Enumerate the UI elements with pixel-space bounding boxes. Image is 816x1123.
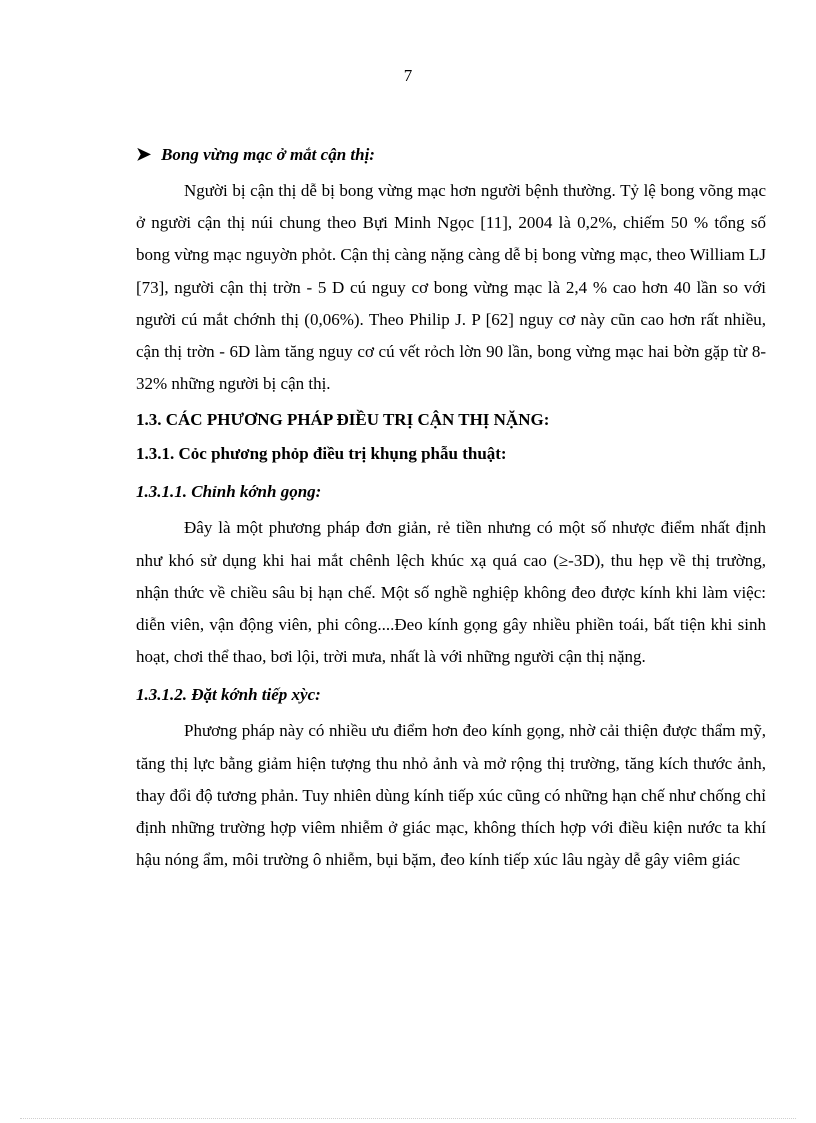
- paragraph-contact-lens: Phương pháp này có nhiều ưu điểm hơn đeo kính gọng, nhờ cải thiện được thẩm mỹ, tăng thị lực bằng giảm hiện tượng thu nhỏ ảnh và mở rộng thị trường, tăng kích thước ảnh, thay đổi độ tương phản. Tuy nhiên dùng kính tiếp xúc cũng có những hạn chế như chống chỉ định những trường hợp viêm nhiễm ở giác mạc, không thích hợp với điều kiện nước ta khí hậu nóng ẩm, môi trường ô nhiễm, bụi bặm, đeo kính tiếp xúc lâu ngày dễ gây viêm giác: [136, 721, 766, 870]
- paragraph-glasses: Đây là một phương pháp đơn giản, rẻ tiền nhưng có một số nhược điểm nhất định như khó sử dụng khi hai mắt chênh lệch khúc xạ quá cao (≥-3D), thu hẹp về thị trường, nhận thức về chiều sâu bị hạn chế. Một số nghề nghiệp không đeo được kính khi làm việc: diễn viên, vận động viên, phi công....Đeo kính gọng gây nhiều phiền toái, bất tiện khi sinh hoạt, chơi thể thao, bơi lội, trời mưa, nhất là với những người cận thị nặng.: [136, 518, 766, 667]
- page-content: [136, 138, 766, 876]
- section-bullet-heading: [136, 138, 766, 171]
- page-number: 7: [403, 66, 413, 85]
- heading-1-3-1: 1.3.1. Cỏc phương phỏp điều trị khụng phẫu thuật:: [136, 444, 507, 464]
- heading-1-3-1-2: 1.3.1.2. Đặt kớnh tiếp xỳc:: [136, 685, 321, 705]
- heading-1-3: 1.3. CÁC PHƯƠNG PHÁP ĐIỀU TRỊ CẬN THỊ NẶNG:: [136, 410, 550, 430]
- heading-1-3-1-1: 1.3.1.1. Chỉnh kớnh gọng:: [136, 482, 322, 502]
- paragraph-retinal-detachment: Người bị cận thị dễ bị bong vừng mạc hơn người bệnh thường. Tỷ lệ bong võng mạc ở người cận thị núi chung theo Bựi Minh Ngọc [11], 2004 là 0,2%, chiếm 50 % tổng số bong vừng mạc nguyờn phỏt. Cận thị càng nặng càng dễ bị bong vừng mạc, theo William LJ [73], người cận thị trờn - 5 D cú nguy cơ bong vừng mạc là 2,4 % cao hơn 40 lần so với người cú mắt chớnh thị (0,06%). Theo Philip J. P [62] nguy cơ này cũn cao hơn rất nhiều, cận thị trờn - 6D làm tăng nguy cơ cú vết rỏch lờn 90 lần, bong vừng mạc hai bờn gặp từ 8-32% những người bị cận thị.: [136, 181, 766, 394]
- footer-divider: [20, 1118, 796, 1119]
- section-bullet-title: Bong vừng mạc ở mắt cận thị:: [161, 145, 375, 164]
- arrow-bullet-icon: ➤: [136, 144, 152, 164]
